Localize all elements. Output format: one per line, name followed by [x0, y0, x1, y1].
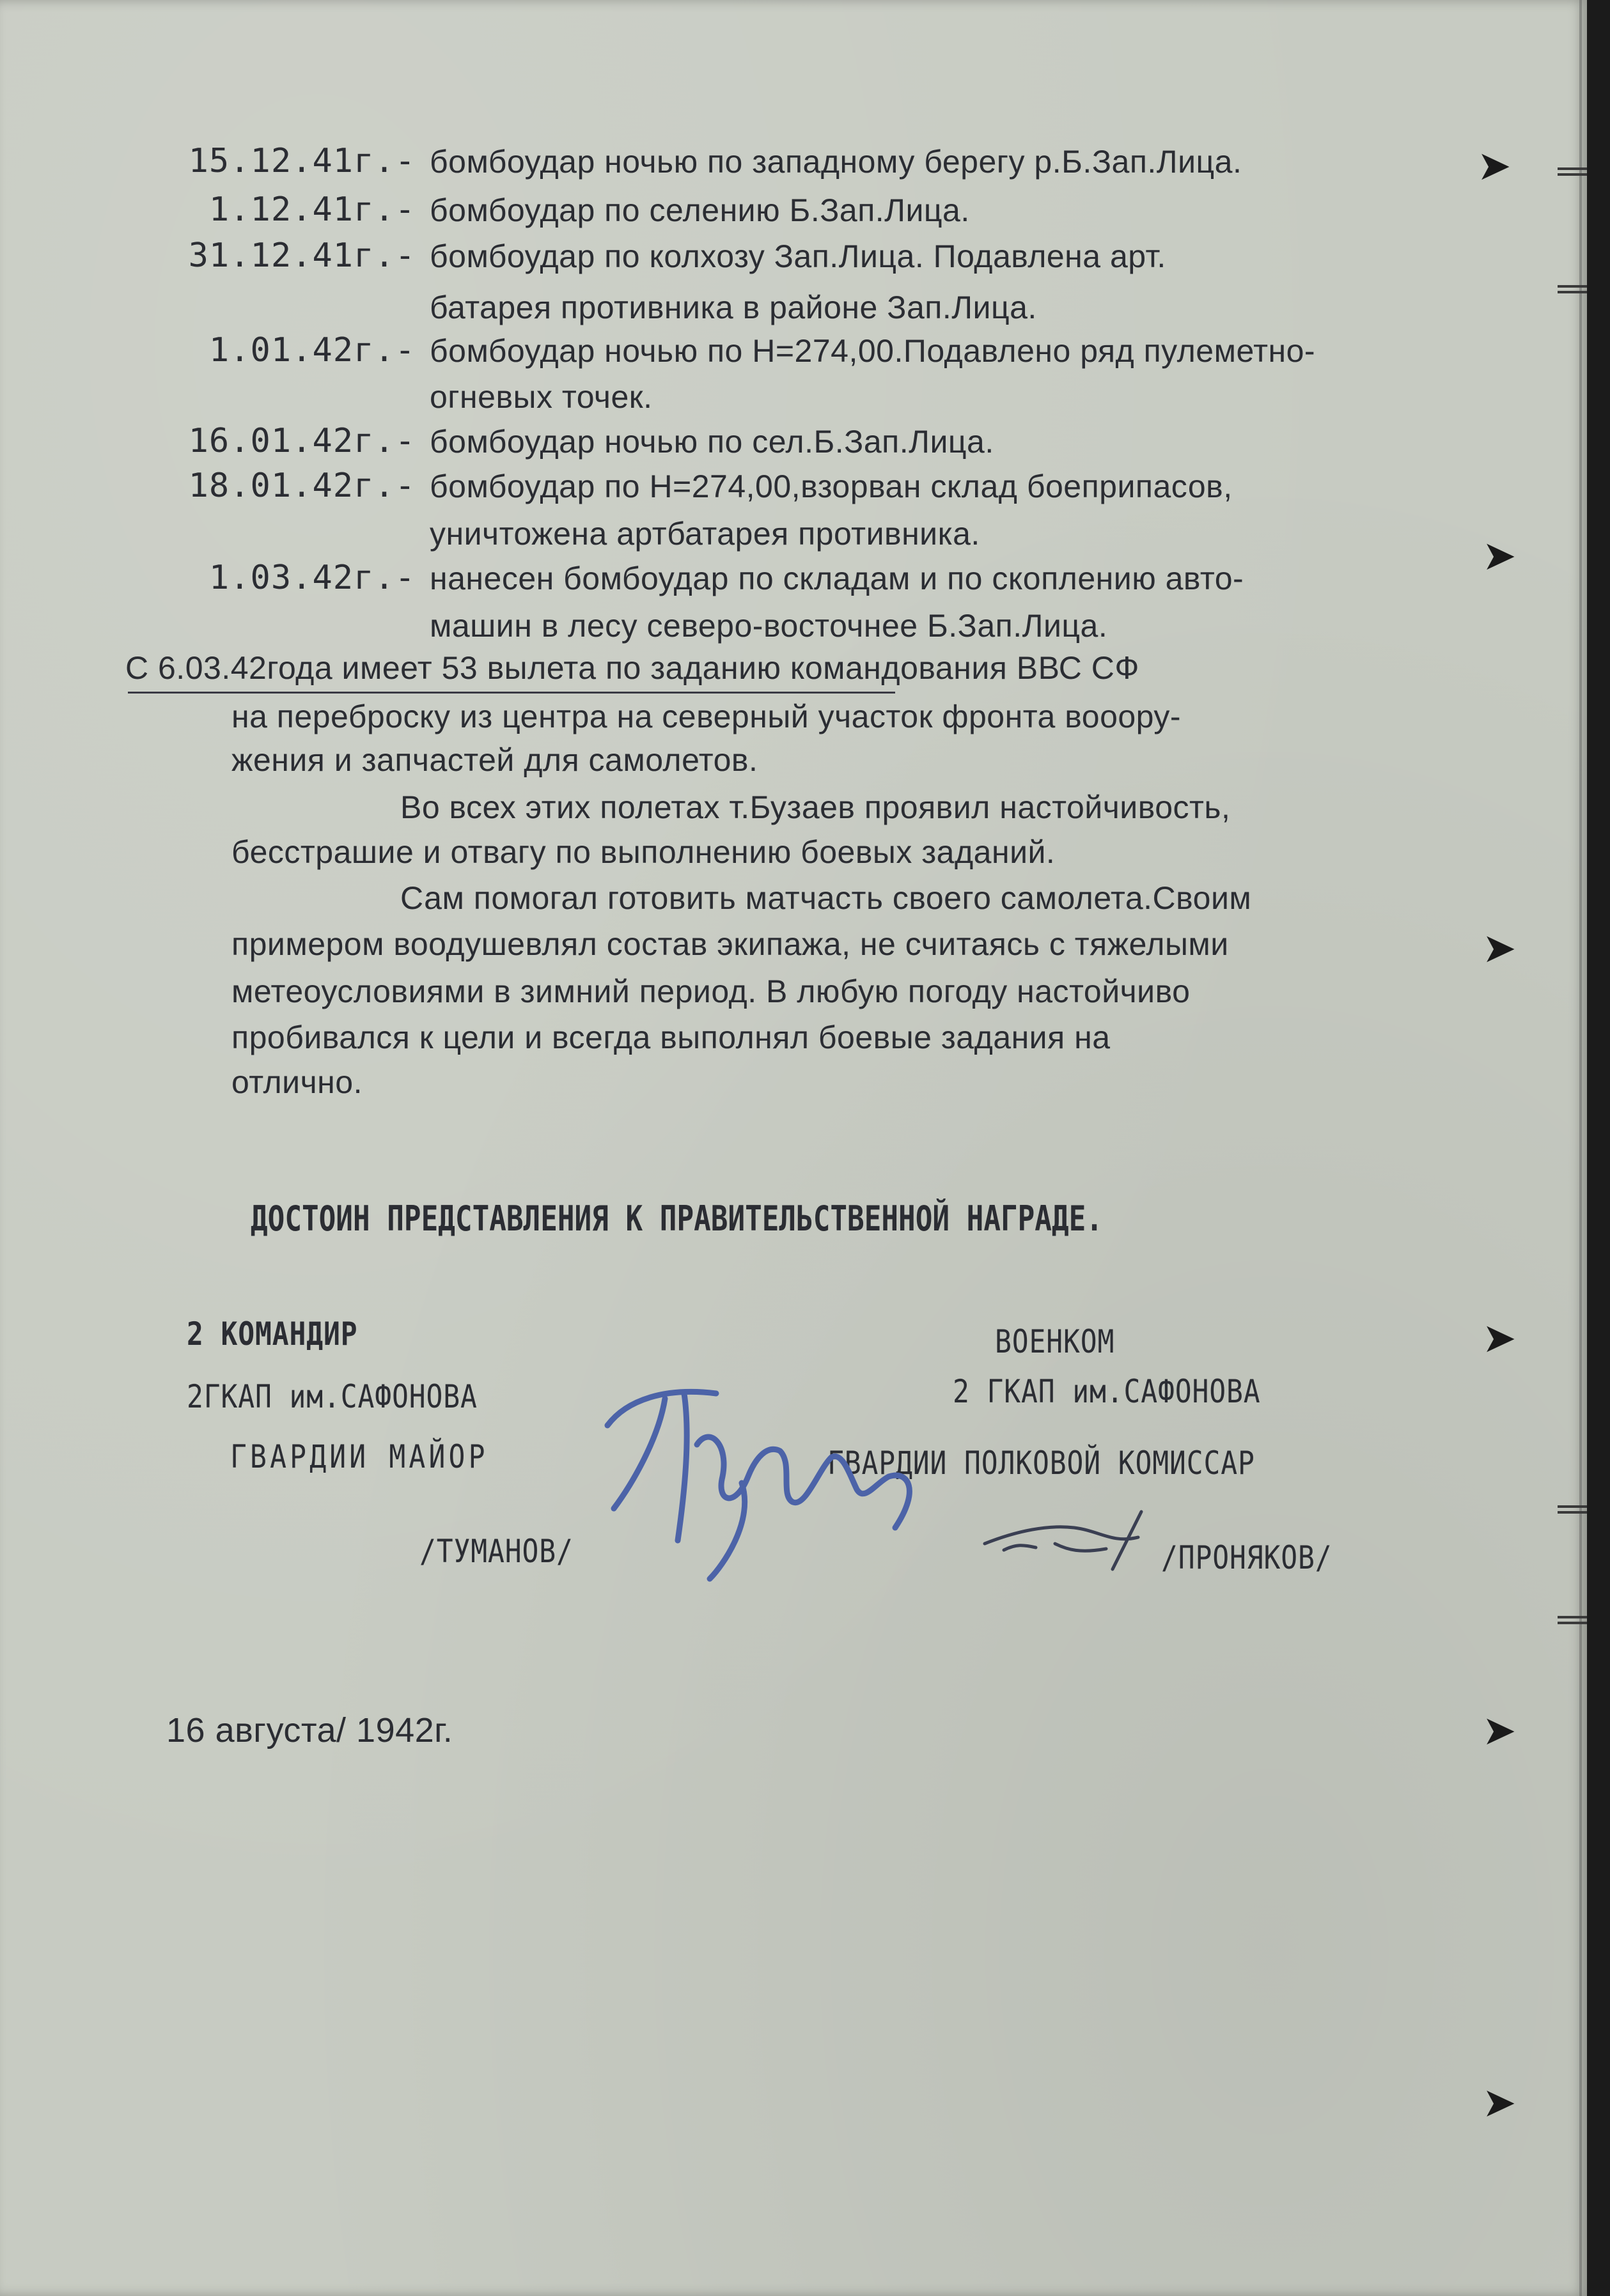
commander-signature	[588, 1349, 946, 1592]
entry-text: бомбоудар ночью по сел.Б.Зап.Лица.	[430, 424, 994, 460]
commissar-rank: ГВАРДИИ ПОЛКОВОЙ КОМИССАР	[827, 1445, 1255, 1482]
paragraph-line: отлично.	[231, 1064, 363, 1100]
commissar-signature	[978, 1499, 1170, 1576]
handwritten-underline	[128, 692, 895, 694]
commander-unit: 2ГКАП им.САФОНОВА	[187, 1378, 478, 1415]
entry-date: 1.12.41г.-	[208, 190, 416, 229]
entry-text: машин в лесу северо-восточнее Б.Зап.Лица.	[430, 608, 1108, 644]
paragraph-line: бесстрашие и отвагу по выполнению боевых заданий.	[231, 834, 1056, 870]
commander-name: /ТУМАНОВ/	[419, 1533, 574, 1570]
commissar-name: /ПРОНЯКОВ/	[1161, 1539, 1333, 1576]
edge-tick-mark	[1558, 1616, 1587, 1624]
paragraph-line: пробивался к цели и всегда выполнял боевые задания на	[231, 1020, 1111, 1055]
edge-tick-mark	[1558, 285, 1587, 293]
paragraph-line: примером воодушевлял состав экипажа, не считаясь с тяжелыми	[231, 926, 1229, 962]
paragraph-line: С 6.03.42года имеет 53 вылета по заданию командования ВВС СФ	[125, 650, 1139, 686]
entry-date: 31.12.41г.-	[188, 237, 416, 275]
edge-tick-mark	[1558, 167, 1587, 176]
edge-tick-mark	[1558, 1505, 1587, 1514]
punch-hole-mark: ➤	[1482, 925, 1517, 972]
page-fold-line	[1579, 0, 1582, 2296]
conclusion-heading: ДОСТОИН ПРЕДСТАВЛЕНИЯ К ПРАВИТЕЛЬСТВЕННОЙ НАГРАДЕ.	[251, 1198, 1103, 1239]
entry-text: огневых точек.	[430, 379, 653, 415]
punch-hole-mark: ➤	[1482, 2079, 1517, 2127]
entry-text: батарея противника в районе Зап.Лица.	[430, 290, 1037, 325]
entry-text: бомбоудар по колхозу Зап.Лица. Подавлена арт.	[430, 238, 1166, 274]
entry-date: 18.01.42г.-	[188, 467, 416, 505]
commander-title: 2 КОМАНДИР	[187, 1315, 358, 1353]
entry-text: нанесен бомбоудар по складам и по скоплению авто-	[430, 561, 1244, 596]
commissar-title: ВОЕНКОМ	[995, 1323, 1115, 1360]
paragraph-line: жения и запчастей для самолетов.	[231, 742, 758, 778]
entry-date: 15.12.41г.-	[188, 142, 416, 180]
paragraph-line: метеоусловиями в зимний период. В любую погоду настойчиво	[231, 973, 1191, 1009]
commander-rank: ГВАРДИИ МАЙОР	[230, 1438, 488, 1475]
entry-date: 1.03.42г.-	[208, 559, 416, 597]
paragraph-line: Сам помогал готовить матчасть своего самолета.Своим	[400, 880, 1252, 916]
punch-hole-mark: ➤	[1477, 143, 1512, 190]
entry-text: бомбоудар ночью по западному берегу р.Б.Зап.Лица.	[430, 144, 1242, 180]
scan-edge-strip	[1587, 0, 1610, 2296]
punch-hole-mark: ➤	[1482, 1315, 1517, 1362]
document-date: 16 августа/ 1942г.	[166, 1711, 453, 1749]
paragraph-line: Во всех этих полетах т.Бузаев проявил настойчивость,	[400, 789, 1231, 825]
entry-text: бомбоудар по Н=274,00,взорван склад боеприпасов,	[430, 469, 1233, 504]
entry-text: бомбоудар по селению Б.Зап.Лица.	[430, 192, 970, 228]
punch-hole-mark: ➤	[1482, 532, 1517, 580]
commissar-unit: 2 ГКАП им.САФОНОВА	[953, 1373, 1261, 1410]
entry-date: 1.01.42г.-	[208, 331, 416, 369]
paragraph-line: на переброску из центра на северный участок фронта вооору-	[231, 699, 1182, 734]
entry-text: уничтожена артбатарея противника.	[430, 516, 980, 552]
entry-text: бомбоудар ночью по Н=274,00.Подавлено ряд пулеметно-	[430, 333, 1316, 369]
punch-hole-mark: ➤	[1482, 1707, 1517, 1755]
entry-date: 16.01.42г.-	[188, 422, 416, 460]
